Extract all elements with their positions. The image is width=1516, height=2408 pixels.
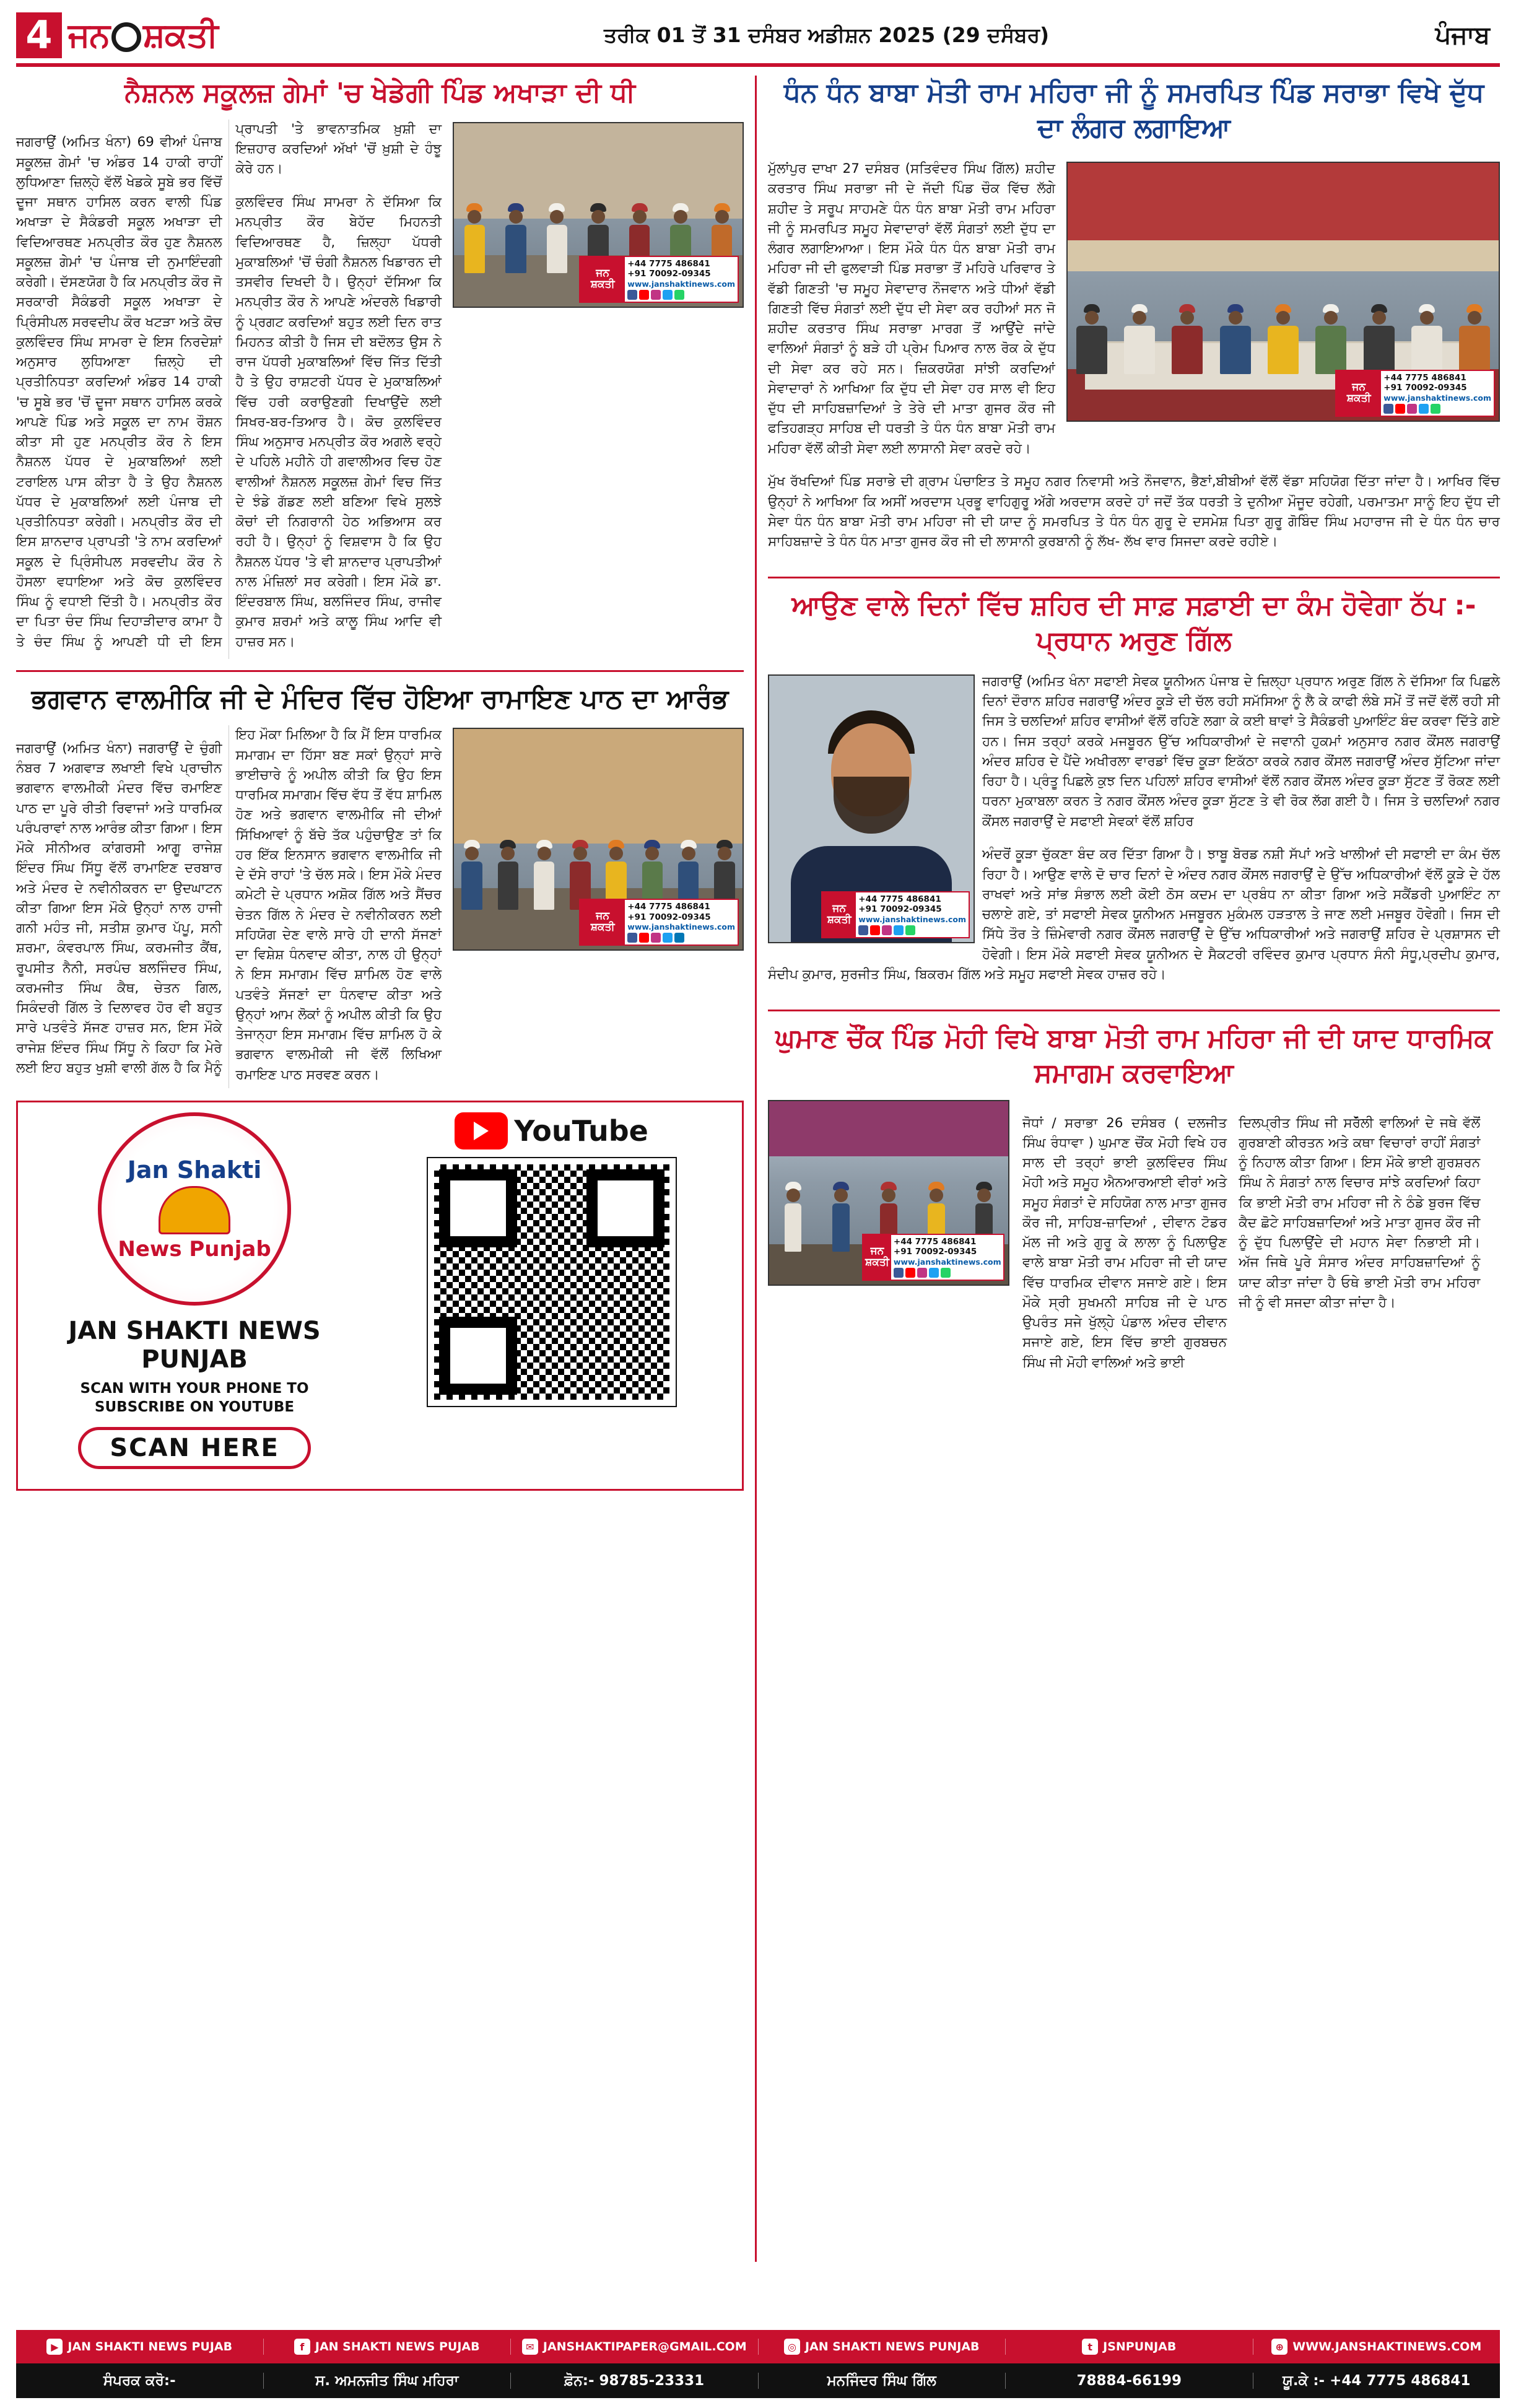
photo-arun-gill-portrait — [768, 674, 975, 943]
article-photo-figure — [453, 122, 744, 308]
ad-title: JAN SHAKTI NEWS PUNJAB — [68, 1317, 321, 1374]
article-headline: ਧੰਨ ਧੰਨ ਬਾਬਾ ਮੋਤੀ ਰਾਮ ਮਹਿਰਾ ਜੀ ਨੂੰ ਸਮਰਪਿਤ ਪਿੰਡ ਸਰਾਭਾ ਵਿਖੇ ਦੁੱਧ ਦਾ ਲੰਗਰ ਲਗਾਇਆ — [783, 77, 1484, 144]
footer-social-instagram[interactable] — [759, 2339, 1006, 2355]
footer-social-twitter[interactable] — [1006, 2339, 1253, 2355]
footer-social-label: JAN SHAKTI NEWS PUNJAB — [804, 2340, 980, 2353]
article-moti-ram-mehra-samagam — [768, 1021, 1500, 1387]
article-sanitation-strike — [768, 588, 1500, 998]
qr-code[interactable] — [428, 1158, 676, 1406]
youtube-icon — [905, 1268, 915, 1278]
footer-contact-name-2: ਮਨਜਿੰਦਰ ਸਿੰਘ ਗਿੱਲ — [759, 2373, 1006, 2389]
page-footer — [16, 2330, 1500, 2398]
whatsapp-icon — [905, 925, 915, 935]
photo-temple-group — [453, 728, 744, 951]
facebook-icon — [858, 925, 868, 935]
stamp-logo: ਜਨ ਸ਼ਕਤੀ — [863, 1235, 891, 1280]
stamp-phone-2: +91 70092-09345 — [893, 1247, 977, 1257]
footer-contact-bar — [16, 2363, 1500, 2398]
linkedin-icon — [674, 933, 684, 943]
right-column — [757, 76, 1500, 2262]
page-content — [16, 76, 1500, 2262]
stamp-website: www.janshaktinews.com — [858, 914, 966, 924]
edition-date: ਤਰੀਕ 01 ਤੋਂ 31 ਦਸੰਬਰ ਅਡੀਸ਼ਨ 2025 (29 ਦਸੰਬਰ) — [604, 23, 1050, 47]
article-body — [16, 725, 442, 1088]
gear-icon — [111, 22, 141, 52]
article-milk-langar — [768, 76, 1500, 565]
brand-seal — [98, 1112, 291, 1306]
footer-social-facebook[interactable] — [264, 2339, 512, 2355]
section-divider — [16, 670, 744, 672]
article-portrait-figure — [768, 674, 972, 943]
article-photo-figure — [1066, 162, 1500, 422]
article-photo-figure — [768, 1100, 1009, 1286]
photo-langar-tent — [1066, 162, 1500, 422]
advertisement-subscribe[interactable] — [16, 1101, 744, 1491]
article-headline: ਆਉਣ ਵਾਲੇ ਦਿਨਾਂ ਵਿੱਚ ਸ਼ਹਿਰ ਦੀ ਸਾਫ਼ ਸਫ਼ਾਈ ਦਾ ਕੰਮ ਹੋਵੇਗਾ ਠੱਪ :- ਪ੍ਰਧਾਨ ਅਰੁਣ ਗਿੱਲ — [791, 590, 1476, 657]
article-headline: ਘੁਮਾਣ ਚੌਂਕ ਪਿੰਡ ਮੋਹੀ ਵਿਖੇ ਬਾਬਾ ਮੋਤੀ ਰਾਮ ਮਹਿਰਾ ਜੀ ਦੀ ਯਾਦ ਧਾਰਮਿਕ ਸਮਾਗਮ ਕਰਵਾਇਆ — [775, 1023, 1492, 1089]
footer-contact-label: ਸੰਪਰਕ ਕਰੋ:- — [16, 2373, 264, 2389]
temple-icon — [159, 1186, 230, 1234]
ad-left-panel — [28, 1112, 361, 1479]
facebook-icon — [894, 1268, 904, 1278]
footer-social-label: JANSHAKTIPAPER@GMAIL.COM — [542, 2340, 747, 2353]
article-national-school-games — [16, 76, 744, 659]
stamp-phone-2: +91 70092-09345 — [627, 269, 711, 279]
twitter-icon — [894, 925, 904, 935]
left-column — [16, 76, 757, 2262]
stamp-phone-2: +91 70092-09345 — [1383, 383, 1467, 393]
youtube-icon — [1395, 404, 1405, 414]
stamp-logo: ਜਨ ਸ਼ਕਤੀ — [822, 892, 856, 937]
youtube-icon — [639, 933, 649, 943]
globe-icon: ⊕ — [1271, 2339, 1287, 2355]
stamp-social-icons — [627, 290, 735, 300]
page-number: 4 — [16, 12, 62, 58]
watermark-stamp — [821, 891, 970, 938]
stamp-website: www.janshaktinews.com — [893, 1257, 1001, 1267]
whatsapp-icon — [674, 290, 684, 300]
stamp-phone-1: +44 7775 486841 — [627, 902, 710, 912]
watermark-stamp — [1335, 370, 1495, 417]
article-headline: ਭਗਵਾਨ ਵਾਲਮੀਕਿ ਜੀ ਦੇ ਮੰਦਿਰ ਵਿੱਚ ਹੋਇਆ ਰਾਮਾਇਣ ਪਾਠ ਦਾ ਆਰੰਭ — [31, 683, 729, 715]
stamp-logo: ਜਨ ਸ਼ਕਤੀ — [580, 257, 625, 302]
instagram-icon — [651, 933, 661, 943]
twitter-icon — [929, 1268, 939, 1278]
stamp-phone-1: +44 7775 486841 — [858, 894, 941, 904]
instagram-icon: ◎ — [784, 2339, 800, 2355]
footer-contact-uk: ਯੂ.ਕੇ :- +44 7775 486841 — [1283, 2373, 1471, 2389]
article-paragraph: ਕੁਲਵਿੰਦਰ ਸਿੰਘ ਸਾਮਰਾ ਨੇ ਦੱਸਿਆ ਕਿ ਮਨਪ੍ਰੀਤ ਕੌਰ ਬੇਹੱਦ ਮਿਹਨਤੀ ਵਿਦਿਆਰਥਣ ਹੈ, ਜ਼ਿਲ੍ਹਾ ਪੱਧਰੀ ਮੁਕਾਬਲਿਆਂ 'ਚੋਂ ਚੰਗੀ ਨੈਸ਼ਨਲ ਖਿਡਾਰਨ ਦੀ ਤਸਵੀਰ ਦਿਖਦੀ ਹੈ। ਉਨ੍ਹਾਂ ਦੱਸਿਆ ਕਿ ਮਨਪ੍ਰੀਤ ਕੌਰ ਨੇ ਆਪਣੇ ਅੰਦਰਲੇ ਖਿਡਾਰੀ ਨੂੰ ਪ੍ਰਗਟ ਕਰਦਿਆਂ ਬਹੁਤ ਲਈ ਦਿਨ ਰਾਤ ਮਿਹਨਤ ਕੀਤੀ ਹੈ ਜਿਸ ਦੀ ਬਦੌਲਤ ਉਸ ਨੇ ਰਾਜ ਪੱਧਰੀ ਮੁਕਾਬਲਿਆਂ ਵਿੱਚ ਜਿੱਤ ਦਿੱਤੀ ਹੈ ਤੇ ਉਹ ਰਾਸ਼ਟਰੀ ਪੱਧਰ ਦੇ ਮੁਕਾਬਲਿਆਂ ਵਿੱਚ ਹਰੀ ਕਰਾਉਣਗੀ ਦਿਖਾਉਂਦੇ ਲਈ ਸਿਖਰ-ਬਰ-ਤਿਆਰ ਹੈ। ਕੋਚ ਕੁਲਵਿੰਦਰ ਸਿੰਘ ਅਨੁਸਾਰ ਮਨਪ੍ਰੀਤ ਕੌਰ ਅਗਲੇ ਵਰ੍ਹੇ ਦੇ ਪਹਿਲੇ ਮਹੀਨੇ ਹੀ ਗਵਾਲੀਅਰ ਵਿਚ ਹੋਣ ਵਾਲੀਆਂ ਨੈਸ਼ਨਲ ਸਕੂਲਜ਼ ਗੇਮਾਂ ਵਿਚ ਜਿੱਤ ਦੇ ਝੰਡੇ ਗੱਡਣ ਲਈ ਬਣਿਆ ਵਿਖੇ ਸੁਲਝੇ ਕੋਚਾਂ ਦੀ ਨਿਗਰਾਨੀ ਹੇਠ ਅਭਿਆਸ ਕਰ ਰਹੀ ਹੈ। ਉਨ੍ਹਾਂ ਨੂੰ ਵਿਸ਼ਵਾਸ ਹੈ ਕਿ ਉਹ ਨੈਸ਼ਨਲ ਪੱਧਰ 'ਤੇ ਵੀ ਸ਼ਾਨਦਾਰ ਪ੍ਰਾਪਤੀਆਂ ਨਾਲ ਮੰਜ਼ਿਲਾਂ ਸਰ ਕਰੇਗੀ। ਇਸ ਮੌਕੇ ਡਾ. ਇੰਦਰਬਾਲ ਸਿੰਘ, ਬਲਜਿੰਦਰ ਸਿੰਘ, ਰਾਜੀਵ ਕੁਮਾਰ ਸ਼ਰਮਾਂ ਅਤੇ ਕਾਲੂ ਸਿੰਘ ਆਦਿ ਵੀ ਹਾਜ਼ਰ ਸਨ। — [235, 194, 442, 650]
stamp-website: www.janshaktinews.com — [627, 279, 735, 289]
stamp-social-icons — [894, 1268, 1001, 1278]
stamp-social-icons — [1383, 404, 1491, 414]
article-body-continued — [768, 472, 1500, 552]
seal-line-1: Jan Shakti — [127, 1156, 262, 1184]
stamp-website: www.janshaktinews.com — [1383, 393, 1491, 403]
youtube-play-icon — [455, 1112, 508, 1149]
twitter-icon — [1419, 404, 1429, 414]
article-valmiki-temple — [16, 682, 744, 1089]
footer-contact-name-1: ਸ. ਅਮਨਜੀਤ ਸਿੰਘ ਮਹਿਰਾ — [264, 2373, 512, 2389]
edition-region: ਪੰਜਾਬ — [1435, 21, 1490, 50]
instagram-icon — [917, 1268, 927, 1278]
stamp-social-icons — [627, 933, 735, 943]
article-paragraph: ਦਿਲਪ੍ਰੀਤ ਸਿੰਘ ਜੀ ਸਰੋੱਲੀ ਵਾਲਿਆਂ ਦੇ ਜਥੇ ਵੱਲੋਂ ਗੁਰਬਾਣੀ ਕੀਰਤਨ ਅਤੇ ਕਥਾ ਵਿਚਾਰਾਂ ਰਾਹੀਂ ਸੰਗਤਾਂ ਨੂੰ ਨਿਹਾਲ ਕੀਤਾ ਗਿਆ। ਇਸ ਮੌਕੇ ਭਾਈ ਗੁਰਸ਼ਰਨ ਸਿੰਘ ਨੇ ਸੰਗਤਾਂ ਨਾਲ ਵਿਚਾਰ ਸਾਂਝੇ ਕਰਦਿਆਂ ਕਿਹਾ ਕਿ ਭਾਈ ਮੋਤੀ ਰਾਮ ਮਹਿਰਾ ਜੀ ਨੇ ਠੰਡੇ ਬੁਰਜ ਵਿੱਚ ਕੈਦ ਛੋਟੇ ਸਾਹਿਬਜ਼ਾਦਿਆਂ ਅਤੇ ਮਾਤਾ ਗੁਜਰ ਕੌਰ ਜੀ ਨੂੰ ਦੁੱਧ ਪਿਲਾਉਂਦੇ ਦੀ ਮਹਾਨ ਸੇਵਾ ਨਿਭਾਈ ਸੀ। ਅੱਜ ਜਿਥੇ ਪੂਰੇ ਸੰਸਾਰ ਅੰਦਰ ਸਾਹਿਬਜ਼ਾਦਿਆਂ ਨੂੰ ਯਾਦ ਕੀਤਾ ਜਾਂਦਾ ਹੈ ਓਥੇ ਭਾਈ ਮੋਤੀ ਰਾਮ ਮਹਿਰਾ ਜੀ ਨੂੰ ਵੀ ਸਜਦਾ ਕੀਤਾ ਜਾਂਦਾ ਹੈ। — [1239, 1115, 1481, 1311]
twitter-icon — [663, 933, 673, 943]
stamp-phone-1: +44 7775 486841 — [1383, 372, 1466, 383]
footer-social-label: JSNPUNJAB — [1103, 2340, 1177, 2353]
footer-social-bar — [16, 2330, 1500, 2363]
watermark-stamp — [579, 256, 739, 303]
article-headline: ਨੈਸ਼ਨਲ ਸਕੂਲਜ਼ ਗੇਮਾਂ 'ਚ ਖੇਡੇਗੀ ਪਿੰਡ ਅਖਾੜਾ ਦੀ ਧੀ — [124, 77, 635, 108]
masthead — [16, 14, 1500, 67]
instagram-icon — [651, 290, 661, 300]
ad-subtitle-line-2: SUBSCRIBE ON YOUTUBE — [94, 1399, 295, 1416]
section-divider — [768, 1010, 1500, 1011]
photo-religious-gathering — [768, 1100, 1009, 1286]
footer-contact-phone-2: 78884-66199 — [1006, 2373, 1253, 2389]
whatsapp-icon — [941, 1268, 951, 1278]
ad-subtitle-line-1: SCAN WITH YOUR PHONE TO — [80, 1381, 309, 1397]
article-body — [16, 120, 442, 659]
seal-line-2: News Punjab — [118, 1237, 271, 1262]
youtube-icon: ▶ — [46, 2339, 63, 2355]
ad-subtitle — [81, 1380, 309, 1417]
instagram-icon — [882, 925, 892, 935]
youtube-label: YouTube — [514, 1114, 648, 1148]
watermark-stamp — [862, 1234, 1004, 1281]
stamp-website: www.janshaktinews.com — [627, 922, 735, 931]
footer-social-label: JAN SHAKTI NEWS PUJAB — [315, 2340, 480, 2353]
article-paragraph: ਜਗਰਾਉਂ (ਅਮਿਤ ਖੰਨਾ ਸਫਾਈ ਸੇਵਕ ਯੂਨੀਅਨ ਪੰਜਾਬ ਦੇ ਜ਼ਿਲ੍ਹਾ ਪ੍ਰਧਾਨ ਅਰੁਣ ਗਿੱਲ ਨੇ ਦੱਸਿਆ ਕਿ ਪਿਛਲੇ ਦਿਨਾਂ ਦੌਰਾਨ ਸ਼ਹਿਰ ਜਗਰਾਉਂ ਅੰਦਰ ਕੂੜੇ ਦੀ ਚੱਲ ਰਹੀ ਸਮੱਸਿਆ ਨੂੰ ਲੈ ਕੇ ਕਾਫੀ ਲੰਬੇ ਸਮੇਂ ਤੋਂ ਜਦੋਂ ਵੱਲੋਂ ਰਹੀ ਸੀ ਜਿਸ ਤੇ ਚਲਦਿਆਂ ਸ਼ਹਿਰ ਵਾਸੀਆਂ ਵੱਲੋਂ ਰਹਿਣੇ ਲਗਾ ਕੇ ਕਈ ਥਾਵਾਂ ਤੇ ਸੈਕੰਡਰੀ ਪੁਆਇੰਟ ਬੰਦ ਕਰਵਾ ਦਿੱਤੇ ਗਏ ਹਨ। ਜਿਸ ਤਰ੍ਹਾਂ ਕਰਕੇ ਮਜਬੂਰਨ ਉੱਚ ਅਧਿਕਾਰੀਆਂ ਦੇ ਜਵਾਨੀ ਹੁਕਮਾਂ ਅਨੁਸਾਰ ਨਗਰ ਕੌਂਸਲ ਜਗਰਾਉਂ ਅੰਦਰ ਸ਼ਹਿਰ ਦੇ ਪੈਂਦੇ ਅਖੀਰਲਾ ਵਾਰਡਾਂ ਵਿੱਚ ਕੂੜਾ ਇਕੱਠਾ ਕਰਕੇ ਨਗਰ ਕੌਂਸਲ ਜਗਰਾਉਂ ਅੰਦਰ ਸੁੱਟਿਆ ਜਾਂਦਾ ਰਿਹਾ ਹੈ। ਪ੍ਰੰਤੂ ਪਿਛਲੇ ਕੁਝ ਦਿਨ ਪਹਿਲਾਂ ਸ਼ਹਿਰ ਵਾਸੀਆਂ ਵੱਲੋਂ ਨਗਰ ਕੌਂਸਲ ਅੰਦਰ ਕੂੜਾ ਸੁੱਟਣ ਤੋਂ ਰੋਕਣ ਲਈ ਧਰਨਾ ਮੁਕਾਬਲਾ ਕਰਨ ਤੇ ਨਗਰ ਕੌਂਸਲ ਅੰਦਰ ਕੂੜਾ ਸੁੱਟਣ ਤੇ ਵੀ ਰੋਕ ਲੱਗ ਗਈ ਹੈ। ਜਿਸ ਤੇ ਚਲਦਿਆਂ ਨਗਰ ਕੌਂਸਲ ਜਗਰਾਉਂ ਦੇ ਸਫਾਈ ਸੇਵਕਾਂ ਵੱਲੋਂ ਸ਼ਹਿਰ — [982, 673, 1500, 829]
email-icon: ✉ — [522, 2339, 538, 2355]
twitter-icon: t — [1082, 2339, 1098, 2355]
youtube-icon — [639, 290, 649, 300]
stamp-phone-1: +44 7775 486841 — [627, 258, 710, 269]
footer-social-youtube[interactable] — [16, 2339, 264, 2355]
article-body — [1022, 1100, 1227, 1386]
photo-school-award — [453, 122, 744, 308]
article-paragraph: ਅੰਦਰੋਂ ਕੂੜਾ ਚੁੱਕਣਾ ਬੰਦ ਕਰ ਦਿੱਤਾ ਗਿਆ ਹੈ। ਝਾਬੂ ਬੋਰਡ ਨਸ਼ੀ ਸੱਪਾਂ ਅਤੇ ਖਾਲੀਆਂ ਦੀ ਸਫਾਈ ਦਾ ਕੰਮ ਚੱਲ ਰਿਹਾ ਹੈ। ਆਉਣ ਵਾਲੇ ਦੋ ਚਾਰ ਦਿਨਾਂ ਦੇ ਅੰਦਰ ਨਗਰ ਕੌਂਸਲ ਜਗਰਾਉਂ ਦੇ ਉੱਚ ਅਧਿਕਾਰੀਆਂ ਵੱਲੋਂ ਕੂੜੇ ਦੇ ਹੱਲ ਰਾਖਵਾਂ ਅਤੇ ਸਾਂਭ ਸੰਭਾਲ ਲਈ ਕੋਈ ਠੋਸ ਕਦਮ ਦਾ ਪ੍ਰਬੰਧ ਨਾ ਕੀਤਾ ਗਿਆ ਅਤੇ ਸਕੈਂਡਰੀ ਪੁਆਇੰਟ ਨਾ ਚਲਾਏ ਗਏ, ਤਾਂ ਸਫਾਈ ਸੇਵਕ ਯੂਨੀਅਨ ਮਜਬੂਰਨ ਮੁਕੰਮਲ ਹੜਤਾਲ ਤੇ ਜਾਣ ਲਈ ਮਜਬੂਰ ਹੋਵੇਗੀ। ਜਿਸ ਦੀ ਸਿੱਧੇ ਤੌਰ ਤੇ ਜ਼ਿੰਮੇਵਾਰੀ ਨਗਰ ਕੌਂਸਲ ਜਗਰਾਉਂ ਦੇ ਉੱਚ ਅਧਿਕਾਰੀਆਂ ਅਤੇ ਜਗਰਾਉਂ ਸ਼ਹਿਰ ਦੇ ਪ੍ਰਸ਼ਾਸਨ ਦੀ ਹੋਵੇਗੀ। ਇਸ ਮੌਕੇ ਸਫਾਈ ਸੇਵਕ ਯੂਨੀਅਨ ਦੇ ਸੈਕਟਰੀ ਰਵਿੰਦਰ ਕੁਮਾਰ ਪ੍ਰਧਾਨ ਸੰਨੀ ਸੰਧੂ,ਪ੍ਰਦੀਪ ਕੁਮਾਰ, ਸੰਦੀਪ ਕੁਮਾਰ, ਸੁਰਜੀਤ ਸਿੰਘ, ਬਿਕਰਮ ਗਿੱਲ ਅਤੇ ਸਮੂਹ ਸਫਾਈ ਸੇਵਕ ਹਾਜ਼ਰ ਰਹੇ। — [768, 847, 1500, 982]
scan-here-button[interactable]: SCAN HERE — [78, 1427, 310, 1469]
article-paragraph: ਜਗਰਾਉਂ (ਅਮਿਤ ਖੰਨਾ) 69 ਵੀਆਂ ਪੰਜਾਬ ਸਕੂਲਜ਼ ਗੇਮਾਂ 'ਚ ਅੰਡਰ 14 ਹਾਕੀ ਰਾਹੀਂ ਲੁਧਿਆਣਾ ਜ਼ਿਲ੍ਹੇ ਵੱਲੋਂ ਖੇਡਕੇ ਸੂਬੇ ਭਰ ਵਿੱਚੋਂ ਦੂਜਾ ਸਥਾਨ ਹਾਸਿਲ ਕਰਨ ਵਾਲੀ ਪਿੰਡ ਅਖਾੜਾ ਦੇ ਸੈਕੰਡਰੀ ਸਕੂਲ ਅਖਾੜਾ ਦੀ ਵਿਦਿਆਰਥਣ ਮਨਪ੍ਰੀਤ ਕੌਰ ਹੁਣ ਨੈਸ਼ਨਲ ਸਕੂਲਜ਼ ਗੇਮਾਂ 'ਚ ਪੰਜਾਬ ਦੀ ਨੁਮਾਇੰਦਗੀ ਕਰੇਗੀ। ਦੱਸਣਯੋਗ ਹੈ ਕਿ ਮਨਪ੍ਰੀਤ ਕੌਰ ਜੋ ਸਰਕਾਰੀ ਸੈਕੰਡਰੀ ਸਕੂਲ ਅਖਾੜਾ ਦੇ ਪ੍ਰਿੰਸੀਪਲ ਸਰਵਦੀਪ ਕੌਰ ਖਟੜਾ ਅਤੇ ਕੋਚ ਕੁਲਵਿੰਦਰ ਸਿੰਘ ਸਾਮਰਾ ਦੇ ਇਸ ਨਿਰਦੇਸ਼ਾਂ ਅਨੁਸਾਰ ਲੁਧਿਆਣਾ ਜ਼ਿਲ੍ਹੇ ਦੀ ਪ੍ਰਤੀਨਿਧਤਾ ਕਰਦਿਆਂ ਅੰਡਰ 14 ਹਾਕੀ 'ਚ ਸੂਬੇ ਭਰ 'ਚੋਂ ਦੂਜਾ ਸਥਾਨ ਹਾਸਿਲ ਕਰਕੇ ਆਪਣੇ ਪਿੰਡ ਅਤੇ ਸਕੂਲ ਦਾ ਨਾਮ ਰੌਸ਼ਨ ਕੀਤਾ ਸੀ ਹੁਣ ਮਨਪ੍ਰੀਤ ਕੌਰ ਨੇ ਇਸ ਨੈਸ਼ਨਲ ਪੱਧਰ ਦੇ ਮੁਕਾਬਲਿਆਂ ਲਈ ਟਰਾਇਲ ਪਾਸ ਕੀਤਾ ਹੈ ਤੇ ਉਹ ਨੈਸ਼ਨਲ ਪੱਧਰ ਦੇ ਮੁਕਾਬਲਿਆਂ ਲਈ ਪੰਜਾਬ ਦੀ ਪ੍ਰਤੀਨਿਧਤਾ ਕਰੇਗੀ। ਮਨਪ੍ਰੀਤ ਕੌਰ ਦੀ ਇਸ ਸ਼ਾਨਦਾਰ ਪ੍ਰਾਪਤੀ 'ਤੇ ਨਾਮ ਕਰਦਿਆਂ ਸਕੂਲ ਦੇ ਪ੍ਰਿੰਸੀਪਲ ਸਰਵਦੀਪ ਕੌਰ ਨੇ ਹੌਸਲਾ ਵਧਾਇਆ ਅਤੇ ਕੋਚ ਕੁਲਵਿੰਦਰ ਸਿੰਘ ਨੂੰ ਵਧਾਈ ਦਿੱਤੀ ਹੈ। ਮਨਪ੍ਰੀਤ ਕੌਰ ਦਾ ਪਿਤਾ ਚੰਦ ਸਿੰਘ ਦਿਹਾੜੀਦਾਰ ਕਾਮਾ ਹੈ ਤੇ ਚੰਦ ਸਿੰਘ ਨੂੰ ਆਪਣੀ ਧੀ ਦੀ ਇਸ ਪ੍ਰਾਪਤੀ 'ਤੇ ਭਾਵਨਾਤਮਿਕ ਖ਼ੁਸ਼ੀ ਦਾ ਇਜ਼ਹਾਰ ਕਰਦਿਆਂ ਅੱਖਾਂ 'ਚੋਂ ਖ਼ੁਸ਼ੀ ਦੇ ਹੰਝੂ ਕੇਰੇ ਹਨ। — [16, 121, 442, 650]
facebook-icon — [627, 933, 637, 943]
instagram-icon — [1407, 404, 1417, 414]
facebook-icon — [627, 290, 637, 300]
facebook-icon — [1383, 404, 1393, 414]
footer-social-email[interactable] — [511, 2339, 759, 2355]
footer-social-label: JAN SHAKTI NEWS PUJAB — [68, 2340, 233, 2353]
stamp-logo: ਜਨ ਸ਼ਕਤੀ — [580, 900, 625, 944]
stamp-social-icons — [858, 925, 966, 935]
stamp-logo: ਜਨ ਸ਼ਕਤੀ — [1336, 371, 1381, 416]
youtube-badge[interactable] — [455, 1112, 648, 1149]
stamp-phone-2: +91 70092-09345 — [627, 912, 711, 922]
stamp-phone-1: +44 7775 486841 — [893, 1236, 977, 1247]
article-body-continued — [1239, 1100, 1480, 1327]
article-paragraph: ਮੁੱਖ ਰੱਖਦਿਆਂ ਪਿੰਡ ਸਰਾਭੇ ਦੀ ਗ੍ਰਾਮ ਪੰਚਾਇਤ ਤੇ ਸਮੂਹ ਨਗਰ ਨਿਵਾਸੀ ਅਤੇ ਨੌਜਵਾਨ, ਭੈਣਾਂ,ਬੀਬੀਆਂ ਵੱਲੋਂ ਵੱਡਾ ਸਹਿਯੋਗ ਦਿੱਤਾ ਜਾਂਦਾ ਹੈ। ਆਖਿਰ ਵਿੱਚ ਉਨ੍ਹਾਂ ਨੇ ਆਖਿਆ ਕਿ ਅਸੀਂ ਅਰਦਾਸ ਪ੍ਰਭੂ ਵਾਹਿਗੁਰੂ ਅੱਗੇ ਅਰਦਾਸ ਕਰਦੇ ਹਾਂ ਜਦੋਂ ਤੱਕ ਧਰਤੀ ਤੇ ਦੁਨੀਆ ਮੌਜੂਦ ਰਹੇਗੀ, ਪਰਮਾਤਮਾ ਸਾਨੂੰ ਇਹ ਦੁੱਧ ਦੀ ਸੇਵਾ ਧੰਨ ਧੰਨ ਬਾਬਾ ਮੋਤੀ ਰਾਮ ਮਹਿਰਾ ਜੀ ਦੀ ਯਾਦ ਨੂੰ ਸਮਰਪਿਤ ਤੇ ਧੰਨ ਧੰਨ ਗੁਰੂ ਦੇ ਦਸਮੇਸ਼ ਪਿਤਾ ਗੁਰੂ ਗੋਬਿੰਦ ਸਿੰਘ ਮਹਾਰਾਜ ਜੀ ਦੇ ਧੰਨ ਧੰਨ ਚਾਰ ਸਾਹਿਬਜ਼ਾਦੇ ਤੇ ਧੰਨ ਧੰਨ ਮਾਤਾ ਗੁਜਰ ਕੌਰ ਜੀ ਦੀ ਲਾਸਾਨੀ ਕੁਰਬਾਨੀ ਨੂੰ ਲੱਖ- ਲੱਖ ਵਾਰ ਸਿਜਦਾ ਕਰਦੇ ਰਹੀਏ। — [768, 474, 1500, 549]
article-paragraph: ਮੁੱਲਾਂਪੁਰ ਦਾਖਾ 27 ਦਸੰਬਰ (ਸਤਿਵੰਦਰ ਸਿੰਘ ਗਿੱਲ) ਸ਼ਹੀਦ ਕਰਤਾਰ ਸਿੰਘ ਸਰਾਭਾ ਜੀ ਦੇ ਜੱਦੀ ਪਿੰਡ ਚੌਕ ਵਿੱਚ ਲੱਗੇ ਸ਼ਹੀਦ ਤੇ ਸਰੂਪ ਸਾਹਮਣੇ ਧੰਨ ਧੰਨ ਬਾਬਾ ਮੋਤੀ ਰਾਮ ਮਹਿਰਾ ਜੀ ਨੂੰ ਸਮਰਪਿਤ ਸਮੂਹ ਸੇਵਾਦਾਰਾਂ ਵੱਲੋਂ ਸੰਗਤਾਂ ਲਈ ਦੁੱਧ ਦਾ ਲੰਗਰ ਲਗਾਇਆਆ। ਇਸ ਮੌਕੇ ਧੰਨ ਧੰਨ ਬਾਬਾ ਮੋਤੀ ਰਾਮ ਮਹਿਰਾ ਜੀ ਦੀ ਫੁਲਵਾੜੀ ਪਿੰਡ ਸਰਾਭਾ ਤੋਂ ਮਹਿਰੇ ਪਰਿਵਾਰ ਤੇ ਵੱਡੀ ਗਿਣਤੀ 'ਚ ਸਮੂਹ ਸੇਵਾਦਾਰ ਨੌਜਵਾਨ ਅਤੇ ਧੀਆਂ ਵੱਡੀ ਗਿਣਤੀ ਵਿੱਚ ਸੰਗਤਾਂ ਲਈ ਦੁੱਧ ਦੀ ਸੇਵਾ ਕਰ ਰਹੀਆਂ ਸਨ ਜੋ ਸ਼ਹੀਦ ਕਰਤਾਰ ਸਿੰਘ ਸਰਾਭਾ ਮਾਰਗ ਤੋਂ ਆਉਂਦੇ ਜਾਂਦੇ ਵਾਲਿਆਂ ਸੰਗਤਾਂ ਨੂੰ ਬੜੇ ਹੀ ਪ੍ਰੇਮ ਪਿਆਰ ਨਾਲ ਰੋਕ ਕੇ ਦੁੱਧ ਦੀ ਸੇਵਾ ਕਰ ਰਹੇ ਸਨ। ਜ਼ਿਕਰਯੋਗ ਸਾਂਝੀ ਕਰਦਿਆਂ ਸੇਵਾਦਾਰਾਂ ਨੇ ਆਖਿਆ ਕਿ ਦੁੱਧ ਦੀ ਸੇਵਾ ਹਰ ਸਾਲ ਵੀ ਇਹ ਦੁੱਧ ਦੀ ਸਾਹਿਬਜ਼ਾਦਿਆਂ ਤੇ ਤੇਰੇ ਦੀ ਮਾਤਾ ਗੁਜਰ ਕੌਰ ਜੀ ਫਤਿਹਗੜ੍ਹ ਸਾਹਿਬ ਦੀ ਧਰਤੀ ਤੇ ਧੰਨ ਧੰਨ ਬਾਬਾ ਮੋਤੀ ਰਾਮ ਮਹਿਰਾ ਵੱਲੋਂ ਕੀਤੀ ਸੇਵਾ ਲਈ ਲਾਸਾਨੀ ਸੇਵਾ ਕਰਦੇ ਰਹੇ। — [768, 161, 1055, 456]
article-paragraph: ਜਗਰਾਉਂ (ਅਮਿਤ ਖੰਨਾ) ਜਗਰਾਉਂ ਦੇ ਚੁੰਗੀ ਨੰਬਰ 7 ਅਗਵਾੜ ਲਖਾਈ ਵਿਖੇ ਪ੍ਰਾਚੀਨ ਭਗਵਾਨ ਵਾਲਮੀਕੀ ਮੰਦਰ ਵਿੱਚ ਰਮਾਇਣ ਪਾਠ ਦਾ ਪੂਰੇ ਰੀਤੀ ਰਿਵਾਜਾਂ ਅਤੇ ਧਾਰਮਿਕ ਪਰੰਪਰਾਵਾਂ ਨਾਲ ਆਰੰਭ ਕੀਤਾ ਗਿਆ। ਇਸ ਮੌਕੇ ਸੀਨੀਅਰ ਕਾਂਗਰਸੀ ਆਗੂ ਰਾਜੇਸ਼ ਇੰਦਰ ਸਿੰਘ ਸਿੱਧੂ ਵੱਲੋਂ ਰਾਮਾਇਣ ਦਰਬਾਰ ਅਤੇ ਮੰਦਰ ਦੇ ਨਵੀਨੀਕਰਨ ਦਾ ਉਦਘਾਟਨ ਕੀਤਾ ਗਿਆ ਇਸ ਮੌਕੇ ਉਨ੍ਹਾਂ ਨਾਲ ਹਾਜੀ ਗਨੀ ਮਹੰਤ ਜੀ, ਸਤੀਸ਼ ਕੁਮਾਰ ਪੱਪੂ, ਸਨੀ ਸ਼ਰਮਾ, ਕੰਵਰਪਾਲ ਸਿੰਘ, ਕਰਮਜੀਤ ਕੈਂਥ, ਰੂਪਸੀਤ ਨੈਨੀ, ਸਰਪੰਚ ਬਲਜਿੰਦਰ ਸਿੰਘ, ਕਰਮਜੀਤ ਸਿੰਘ ਕੈਥ, ਚੇਤਨ ਗਿਲ, ਸਿਕੰਦਰੀ ਗਿੱਲ ਤੇ ਦਿਲਾਵਰ ਹੋਰ ਵੀ ਬਹੁਤ ਸਾਰੇ ਪਤਵੰਤੇ ਸੱਜਣ ਹਾਜ਼ਰ ਸਨ, ਇਸ ਮੌਕੇ ਰਾਜੇਸ਼ ਇੰਦਰ ਸਿੰਘ ਸਿੱਧੂ ਨੇ ਕਿਹਾ ਕਿ ਮੇਰੇ ਲਈ ਇਹ ਬਹੁਤ ਖੁਸ਼ੀ ਵਾਲੀ ਗੱਲ ਹੈ ਕਿ ਮੈਨੂੰ ਇਹ ਮੌਕਾ ਮਿਲਿਆ ਹੈ ਕਿ ਮੈਂ ਇਸ ਧਾਰਮਿਕ ਸਮਾਗਮ ਦਾ ਹਿੱਸਾ ਬਣ ਸਕਾਂ ਉਨ੍ਹਾਂ ਸਾਰੇ ਭਾਈਚਾਰੇ ਨੂੰ ਅਪੀਲ ਕੀਤੀ ਕਿ ਉਹ ਇਸ ਧਾਰਮਿਕ ਸਮਾਗਮ ਵਿੱਚ ਵੱਧ ਤੋਂ ਵੱਧ ਸ਼ਾਮਿਲ ਹੋਣ ਅਤੇ ਭਗਵਾਨ ਵਾਲਮੀਕਿ ਜੀ ਦੀਆਂ ਸਿੱਖਿਆਵਾਂ ਨੂੰ ਬੱਚੇ ਤੱਕ ਪਹੁੰਚਾਉਣ ਤਾਂ ਕਿ ਹਰ ਇੱਕ ਇਨਸਾਨ ਭਗਵਾਨ ਵਾਲਮੀਕਿ ਜੀ ਦੇ ਦੱਸੇ ਰਾਹਾਂ 'ਤੇ ਚੱਲ ਸਕੇ। ਇਸ ਮੌਕੇ ਮੰਦਰ ਕਮੇਟੀ ਦੇ ਪ੍ਰਧਾਨ ਅਸ਼ੋਕ ਗਿੱਲ ਅਤੇ ਸੈਂਚਰ ਚੇਤਨ ਗਿੱਲ ਨੇ ਮੰਦਰ ਦੇ ਨਵੀਨੀਕਰਨ ਲਈ ਸਹਿਯੋਗ ਦੇਣ ਵਾਲੇ ਸਾਰੇ ਹੀ ਦਾਨੀ ਸੱਜਣਾਂ ਦਾ ਵਿਸ਼ੇਸ਼ ਧੰਨਵਾਦ ਕੀਤਾ, ਨਾਲ ਹੀ ਉਨ੍ਹਾਂ ਨੇ ਇਸ ਸਮਾਗਮ ਵਿੱਚ ਸ਼ਾਮਿਲ ਹੋਣ ਵਾਲੇ ਪਤਵੰਤੇ ਸੱਜਣਾਂ ਦਾ ਧੰਨਵਾਦ ਕੀਤਾ ਅਤੇ ਉਨ੍ਹਾਂ ਆਮ ਲੋਕਾਂ ਨੂੰ ਅਪੀਲ ਕੀਤੀ ਕਿ ਉਹ ਤੇਜਾਨ੍ਹਾ ਇਸ ਸਮਾਗਮ ਵਿੱਚ ਸ਼ਾਮਿਲ ਹੋ ਕੇ ਭਗਵਾਨ ਵਾਲਮੀਕੀ ਜੀ ਵੱਲੋਂ ਲਿਖਿਆ ਰਮਾਇਣ ਪਾਠ ਸਰਵਣ ਕਰਨ। — [16, 727, 442, 1083]
facebook-icon: f — [294, 2339, 310, 2355]
ad-right-panel — [371, 1112, 732, 1479]
article-photo-figure — [453, 728, 744, 951]
twitter-icon — [663, 290, 673, 300]
stamp-phone-2: +91 70092-09345 — [858, 904, 942, 915]
footer-social-website[interactable] — [1253, 2339, 1501, 2355]
youtube-icon — [870, 925, 880, 935]
whatsapp-icon — [1431, 404, 1440, 414]
watermark-stamp — [579, 899, 739, 946]
footer-contact-phone-1: ਫ਼ੋਨ:- 98785-23331 — [511, 2373, 759, 2389]
section-divider — [768, 577, 1500, 578]
newspaper-logo: ਜਨ ਸ਼ਕਤੀ — [68, 15, 218, 55]
article-paragraph: ਜੋਧਾਂ / ਸਰਾਭਾ 26 ਦਸੰਬਰ ( ਦਲਜੀਤ ਸਿੰਘ ਰੰਧਾਵਾ ) ਘੁਮਾਣ ਚੌਂਕ ਮੋਹੀ ਵਿਖੇ ਹਰ ਸਾਲ ਦੀ ਤਰ੍ਹਾਂ ਭਾਈ ਕੁਲਵਿੰਦਰ ਸਿੰਘ ਮੋਹੀ ਅਤੇ ਸਮੂਹ ਐਨਆਰਆਈ ਵੀਰਾਂ ਅਤੇ ਸਮੂਹ ਸੰਗਤਾਂ ਦੇ ਸਹਿਯੋਗ ਨਾਲ ਮਾਤਾ ਗੁਜਰ ਕੌਰ ਜੀ, ਸਾਹਿਬ-ਜ਼ਾਦਿਆਂ , ਦੀਵਾਨ ਟੋਡਰ ਮੱਲ ਜੀ ਅਤੇ ਗੁਰੂ ਕੇ ਲਾਲਾ ਨੂੰ ਪਿਲਾਉਣ ਵਾਲੇ ਬਾਬਾ ਮੋਤੀ ਰਾਮ ਮਹਿਰਾ ਜੀ ਦੀ ਯਾਦ ਵਿੱਚ ਧਾਰਮਿਕ ਦੀਵਾਨ ਸਜਾਏ ਗਏ। ਇਸ ਮੌਕੇ ਸ੍ਰੀ ਸੁਖਮਨੀ ਸਾਹਿਬ ਜੀ ਦੇ ਪਾਠ ਉਪਰੰਤ ਸਜੇ ਖੁੱਲ੍ਹੇ ਪੰਡਾਲ ਅੰਦਰ ਦੀਵਾਨ ਸਜਾਏ ਗਏ, ਇਸ ਵਿੱਚ ਭਾਈ ਗੁਰਬਚਨ ਸਿੰਘ ਜੀ ਮੋਹੀ ਵਾਲਿਆਂ ਅਤੇ ਭਾਈ — [1022, 1115, 1227, 1371]
footer-social-label: WWW.JANSHAKTINEWS.COM — [1292, 2340, 1482, 2353]
